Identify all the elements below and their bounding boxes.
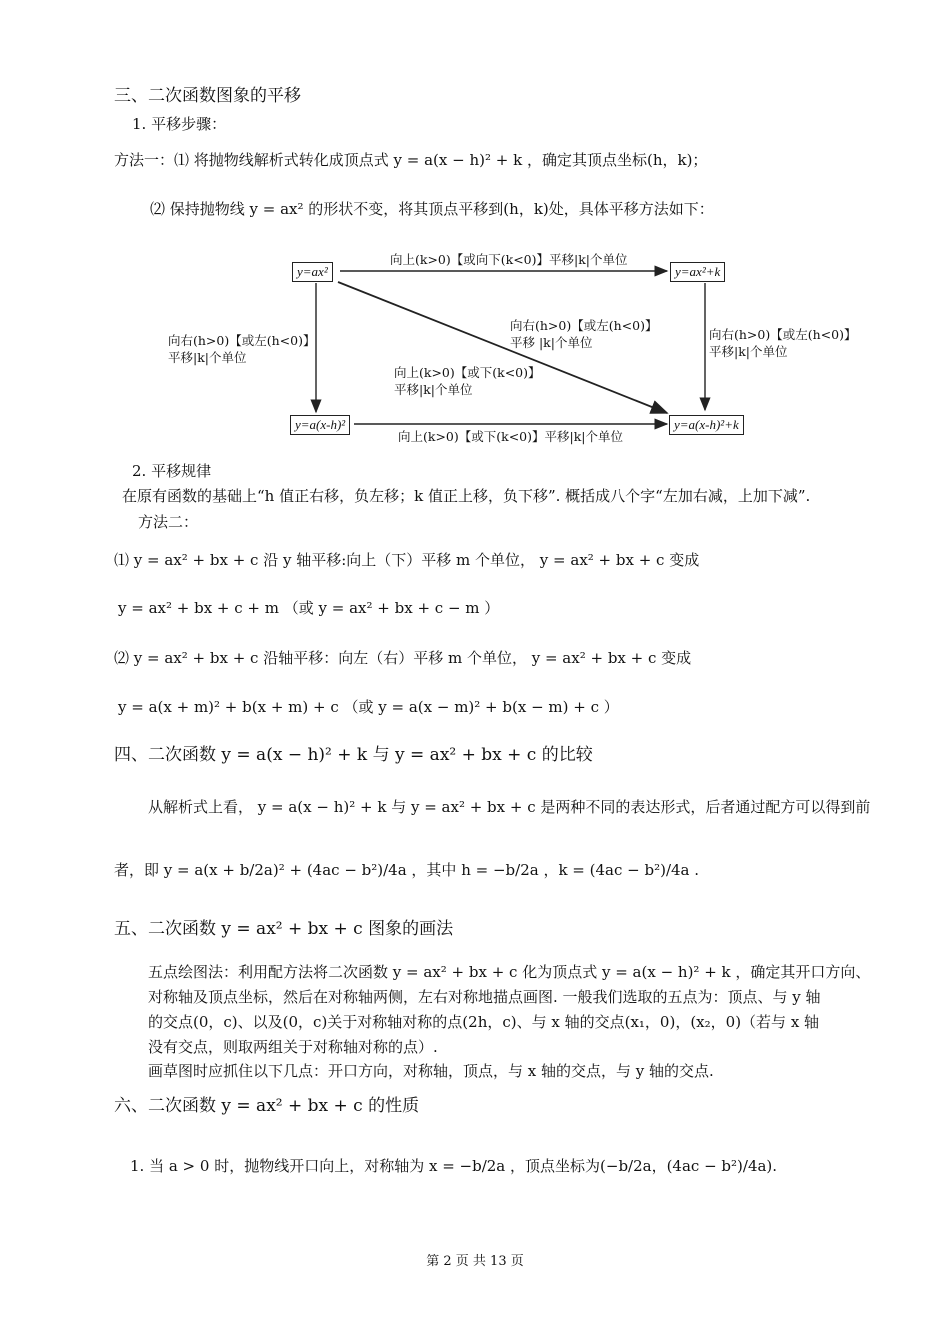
box-y-ax2: y=ax²	[292, 262, 333, 282]
page-footer: 第 2 页 共 13 页	[426, 1254, 524, 1269]
section-5-title: 五、二次函数 y = ax² + bx + c 图象的画法	[114, 919, 454, 939]
section-6-title: 六、二次函数 y = ax² + bx + c 的性质	[114, 1096, 420, 1116]
step-1-heading: 1. 平移步骤：	[132, 115, 227, 133]
label-diagonal-2b: 平移|k|个单位	[394, 382, 473, 397]
method-2-heading: 方法二：	[138, 513, 199, 531]
section-5-line-4: 没有交点，则取两组关于对称轴对称的点）.	[148, 1038, 438, 1056]
method-1-line-a: 方法一：⑴ 将抛物线解析式转化成顶点式 y = a(x − h)² + k ，确定其顶点坐标(h，k)；	[114, 151, 708, 169]
section-5-line-3: 的交点(0，c)、以及(0，c)关于对称轴对称的点(2h，c)、与 x 轴的交点(x₁，0)，(x₂，0)（若与 x 轴	[148, 1013, 820, 1031]
rule-heading: 2. 平移规律	[132, 462, 212, 480]
label-left-arrow-2: 平移|k|个单位	[168, 350, 247, 365]
box-y-a-x-h-2: y=a(x-h)²	[290, 415, 350, 435]
section-4-title: 四、二次函数 y = a(x − h)² + k 与 y = ax² + bx + c 的比较	[114, 745, 593, 765]
method-2-item-1: ⑴ y = ax² + bx + c 沿 y 轴平移:向上（下）平移 m 个单位， y = ax² + bx + c 变成	[114, 551, 700, 569]
method-1-line-b: ⑵ 保持抛物线 y = ax² 的形状不变，将其顶点平移到(h，k)处，具体平移方法如下：	[150, 200, 714, 218]
label-bottom-arrow: 向上(k>0)【或下(k<0)】平移|k|个单位	[398, 429, 624, 444]
section-4-para-1: 从解析式上看， y = a(x − h)² + k 与 y = ax² + bx + c 是两种不同的表达形式，后者通过配方可以得到前	[148, 798, 871, 816]
rule-text: 在原有函数的基础上“h 值正右移，负左移；k 值正上移，负下移”. 概括成八个字“左加右减，上加下减”.	[122, 487, 811, 505]
method-2-item-2-result: y = a(x + m)² + b(x + m) + c （或 y = a(x − m)² + b(x − m) + c ）	[118, 698, 619, 716]
arrow-diagonal	[338, 282, 667, 413]
label-left-arrow-1: 向右(h>0)【或左(h<0)】	[168, 333, 316, 348]
section-5-line-2: 对称轴及顶点坐标，然后在对称轴两侧，左右对称地描点画图. 一般我们选取的五点为：顶点、与 y 轴	[148, 988, 821, 1006]
box-y-a-x-h-2-k: y=a(x-h)²+k	[669, 415, 744, 435]
label-diagonal-1a: 向右(h>0)【或左(h<0)】	[510, 318, 658, 333]
label-right-arrow-2: 平移|k|个单位	[709, 344, 788, 359]
box-y-ax2-k: y=ax²+k	[670, 262, 725, 282]
section-6-para-1: 1. 当 a > 0 时，抛物线开口向上，对称轴为 x = −b/2a ，顶点坐标为(−b/2a，(4ac − b²)/4a).	[130, 1157, 778, 1175]
method-2-item-2: ⑵ y = ax² + bx + c 沿轴平移：向左（右）平移 m 个单位， y = ax² + bx + c 变成	[114, 649, 692, 667]
label-diagonal-1b: 平移 |k|个单位	[510, 335, 593, 350]
section-5-line-5: 画草图时应抓住以下几点：开口方向，对称轴，顶点，与 x 轴的交点，与 y 轴的交点.	[148, 1062, 714, 1080]
label-right-arrow-1: 向右(h>0)【或左(h<0)】	[709, 327, 857, 342]
label-diagonal-2a: 向上(k>0)【或下(k<0)】	[394, 365, 541, 380]
section-4-para-2: 者，即 y = a(x + b/2a)² + (4ac − b²)/4a ，其中 h = −b/2a ，k = (4ac − b²)/4a .	[114, 861, 700, 879]
method-2-item-1-result: y = ax² + bx + c + m （或 y = ax² + bx + c − m ）	[118, 599, 500, 617]
section-3-title: 三、二次函数图象的平移	[114, 86, 301, 106]
label-top-arrow: 向上(k>0)【或向下(k<0)】平移|k|个单位	[390, 252, 628, 267]
section-5-line-1: 五点绘图法：利用配方法将二次函数 y = ax² + bx + c 化为顶点式 y = a(x − h)² + k ，确定其开口方向、	[148, 963, 871, 981]
translation-diagram	[0, 0, 950, 460]
